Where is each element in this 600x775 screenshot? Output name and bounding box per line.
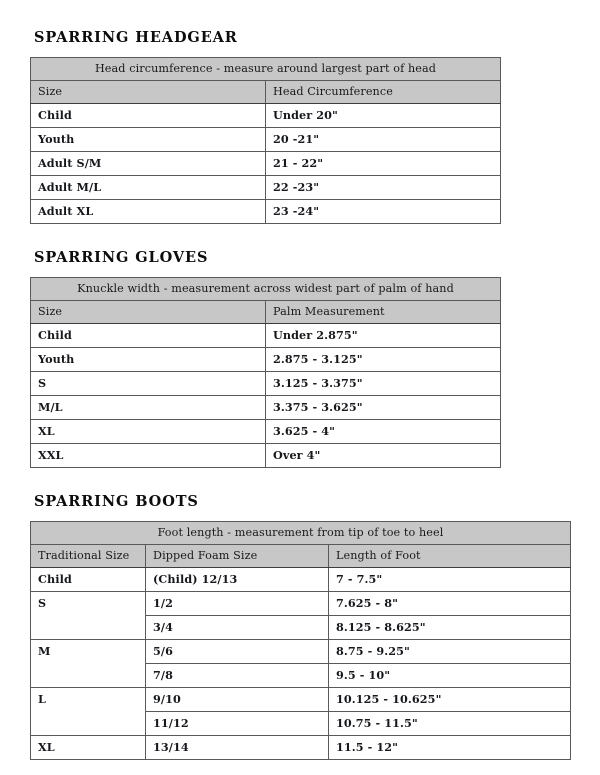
table-header-row (31, 80, 501, 103)
section-heading-boots: SPARRING BOOTS (34, 492, 199, 510)
cell-size: M/L (31, 395, 266, 419)
table-row (31, 419, 501, 443)
boots-col-header-length-of-foot: Length of Foot (329, 544, 571, 567)
cell-foam-size: 3/4 (146, 615, 329, 639)
table-row (31, 103, 501, 127)
cell-foot-length: 8.75 - 9.25" (329, 639, 571, 663)
cell-foot-length: 11.5 - 12" (329, 735, 571, 759)
cell-foam-size: 11/12 (146, 711, 329, 735)
cell-size: XL (31, 419, 266, 443)
boots-col-header-traditional-size: Traditional Size (31, 544, 146, 567)
section-gloves (30, 250, 570, 468)
cell-traditional-size: S (31, 591, 146, 639)
cell-size: XXL (31, 443, 266, 467)
cell-foam-size: 13/14 (146, 735, 329, 759)
section-heading-headgear: SPARRING HEADGEAR (34, 29, 238, 46)
gloves-col-header-size: Size (31, 300, 266, 323)
cell-size: Adult M/L (31, 175, 266, 199)
cell-foot-length: 7.625 - 8" (329, 591, 571, 615)
cell-size: Youth (31, 127, 266, 151)
cell-measurement: Under 2.875" (266, 323, 501, 347)
table-row (31, 735, 571, 759)
table-row (31, 371, 501, 395)
cell-measurement: 3.625 - 4" (266, 419, 501, 443)
cell-foam-size: 5/6 (146, 639, 329, 663)
gloves-col-header-measure: Palm Measurement (266, 300, 501, 323)
table-row (31, 567, 571, 591)
headgear-table-caption: Head circumference - measure around largest part of head (31, 57, 501, 80)
cell-measurement: 22 -23" (266, 175, 501, 199)
gloves-table-caption: Knuckle width - measurement across widest part of palm of hand (31, 277, 501, 300)
cell-traditional-size: L (31, 687, 146, 735)
cell-measurement: 3.375 - 3.625" (266, 395, 501, 419)
headgear-size-table (30, 57, 501, 224)
cell-measurement: Over 4" (266, 443, 501, 467)
cell-traditional-size: XL (31, 735, 146, 759)
boots-table-body (31, 567, 571, 759)
table-caption-row (31, 277, 501, 300)
table-header-row (31, 300, 501, 323)
cell-measurement: 3.125 - 3.375" (266, 371, 501, 395)
cell-foot-length: 7 - 7.5" (329, 567, 571, 591)
cell-foam-size: 7/8 (146, 663, 329, 687)
boots-table-caption: Foot length - measurement from tip of toe to heel (31, 521, 571, 544)
table-row (31, 199, 501, 223)
headgear-table-body (31, 103, 501, 223)
table-row (31, 323, 501, 347)
boots-col-header-dipped-foam-size: Dipped Foam Size (146, 544, 329, 567)
cell-traditional-size: M (31, 639, 146, 687)
cell-measurement: 2.875 - 3.125" (266, 347, 501, 371)
cell-size: Youth (31, 347, 266, 371)
cell-size: Adult XL (31, 199, 266, 223)
cell-foam-size: 9/10 (146, 687, 329, 711)
cell-measurement: 23 -24" (266, 199, 501, 223)
cell-measurement: 21 - 22" (266, 151, 501, 175)
cell-size: Child (31, 323, 266, 347)
table-row (31, 175, 501, 199)
cell-foam-size: (Child) 12/13 (146, 567, 329, 591)
boots-size-table (30, 521, 571, 760)
cell-foot-length: 10.125 - 10.625" (329, 687, 571, 711)
table-row (31, 395, 501, 419)
section-headgear (30, 30, 570, 224)
cell-measurement: Under 20" (266, 103, 501, 127)
section-boots (30, 494, 570, 760)
gloves-table-body (31, 323, 501, 467)
section-heading-gloves: SPARRING GLOVES (34, 248, 209, 266)
table-row (31, 151, 501, 175)
cell-foot-length: 8.125 - 8.625" (329, 615, 571, 639)
cell-size: Adult S/M (31, 151, 266, 175)
cell-traditional-size: Child (31, 567, 146, 591)
cell-foot-length: 9.5 - 10" (329, 663, 571, 687)
headgear-col-header-measure: Head Circumference (266, 80, 501, 103)
table-caption-row (31, 521, 571, 544)
cell-measurement: 20 -21" (266, 127, 501, 151)
table-row (31, 127, 501, 151)
cell-size: Child (31, 103, 266, 127)
cell-foam-size: 1/2 (146, 591, 329, 615)
table-row (31, 443, 501, 467)
table-caption-row (31, 57, 501, 80)
table-row (31, 347, 501, 371)
cell-size: S (31, 371, 266, 395)
headgear-col-header-size: Size (31, 80, 266, 103)
gloves-size-table (30, 277, 501, 468)
cell-foot-length: 10.75 - 11.5" (329, 711, 571, 735)
table-row (31, 639, 571, 663)
table-row (31, 591, 571, 615)
table-row (31, 687, 571, 711)
table-header-row (31, 544, 571, 567)
